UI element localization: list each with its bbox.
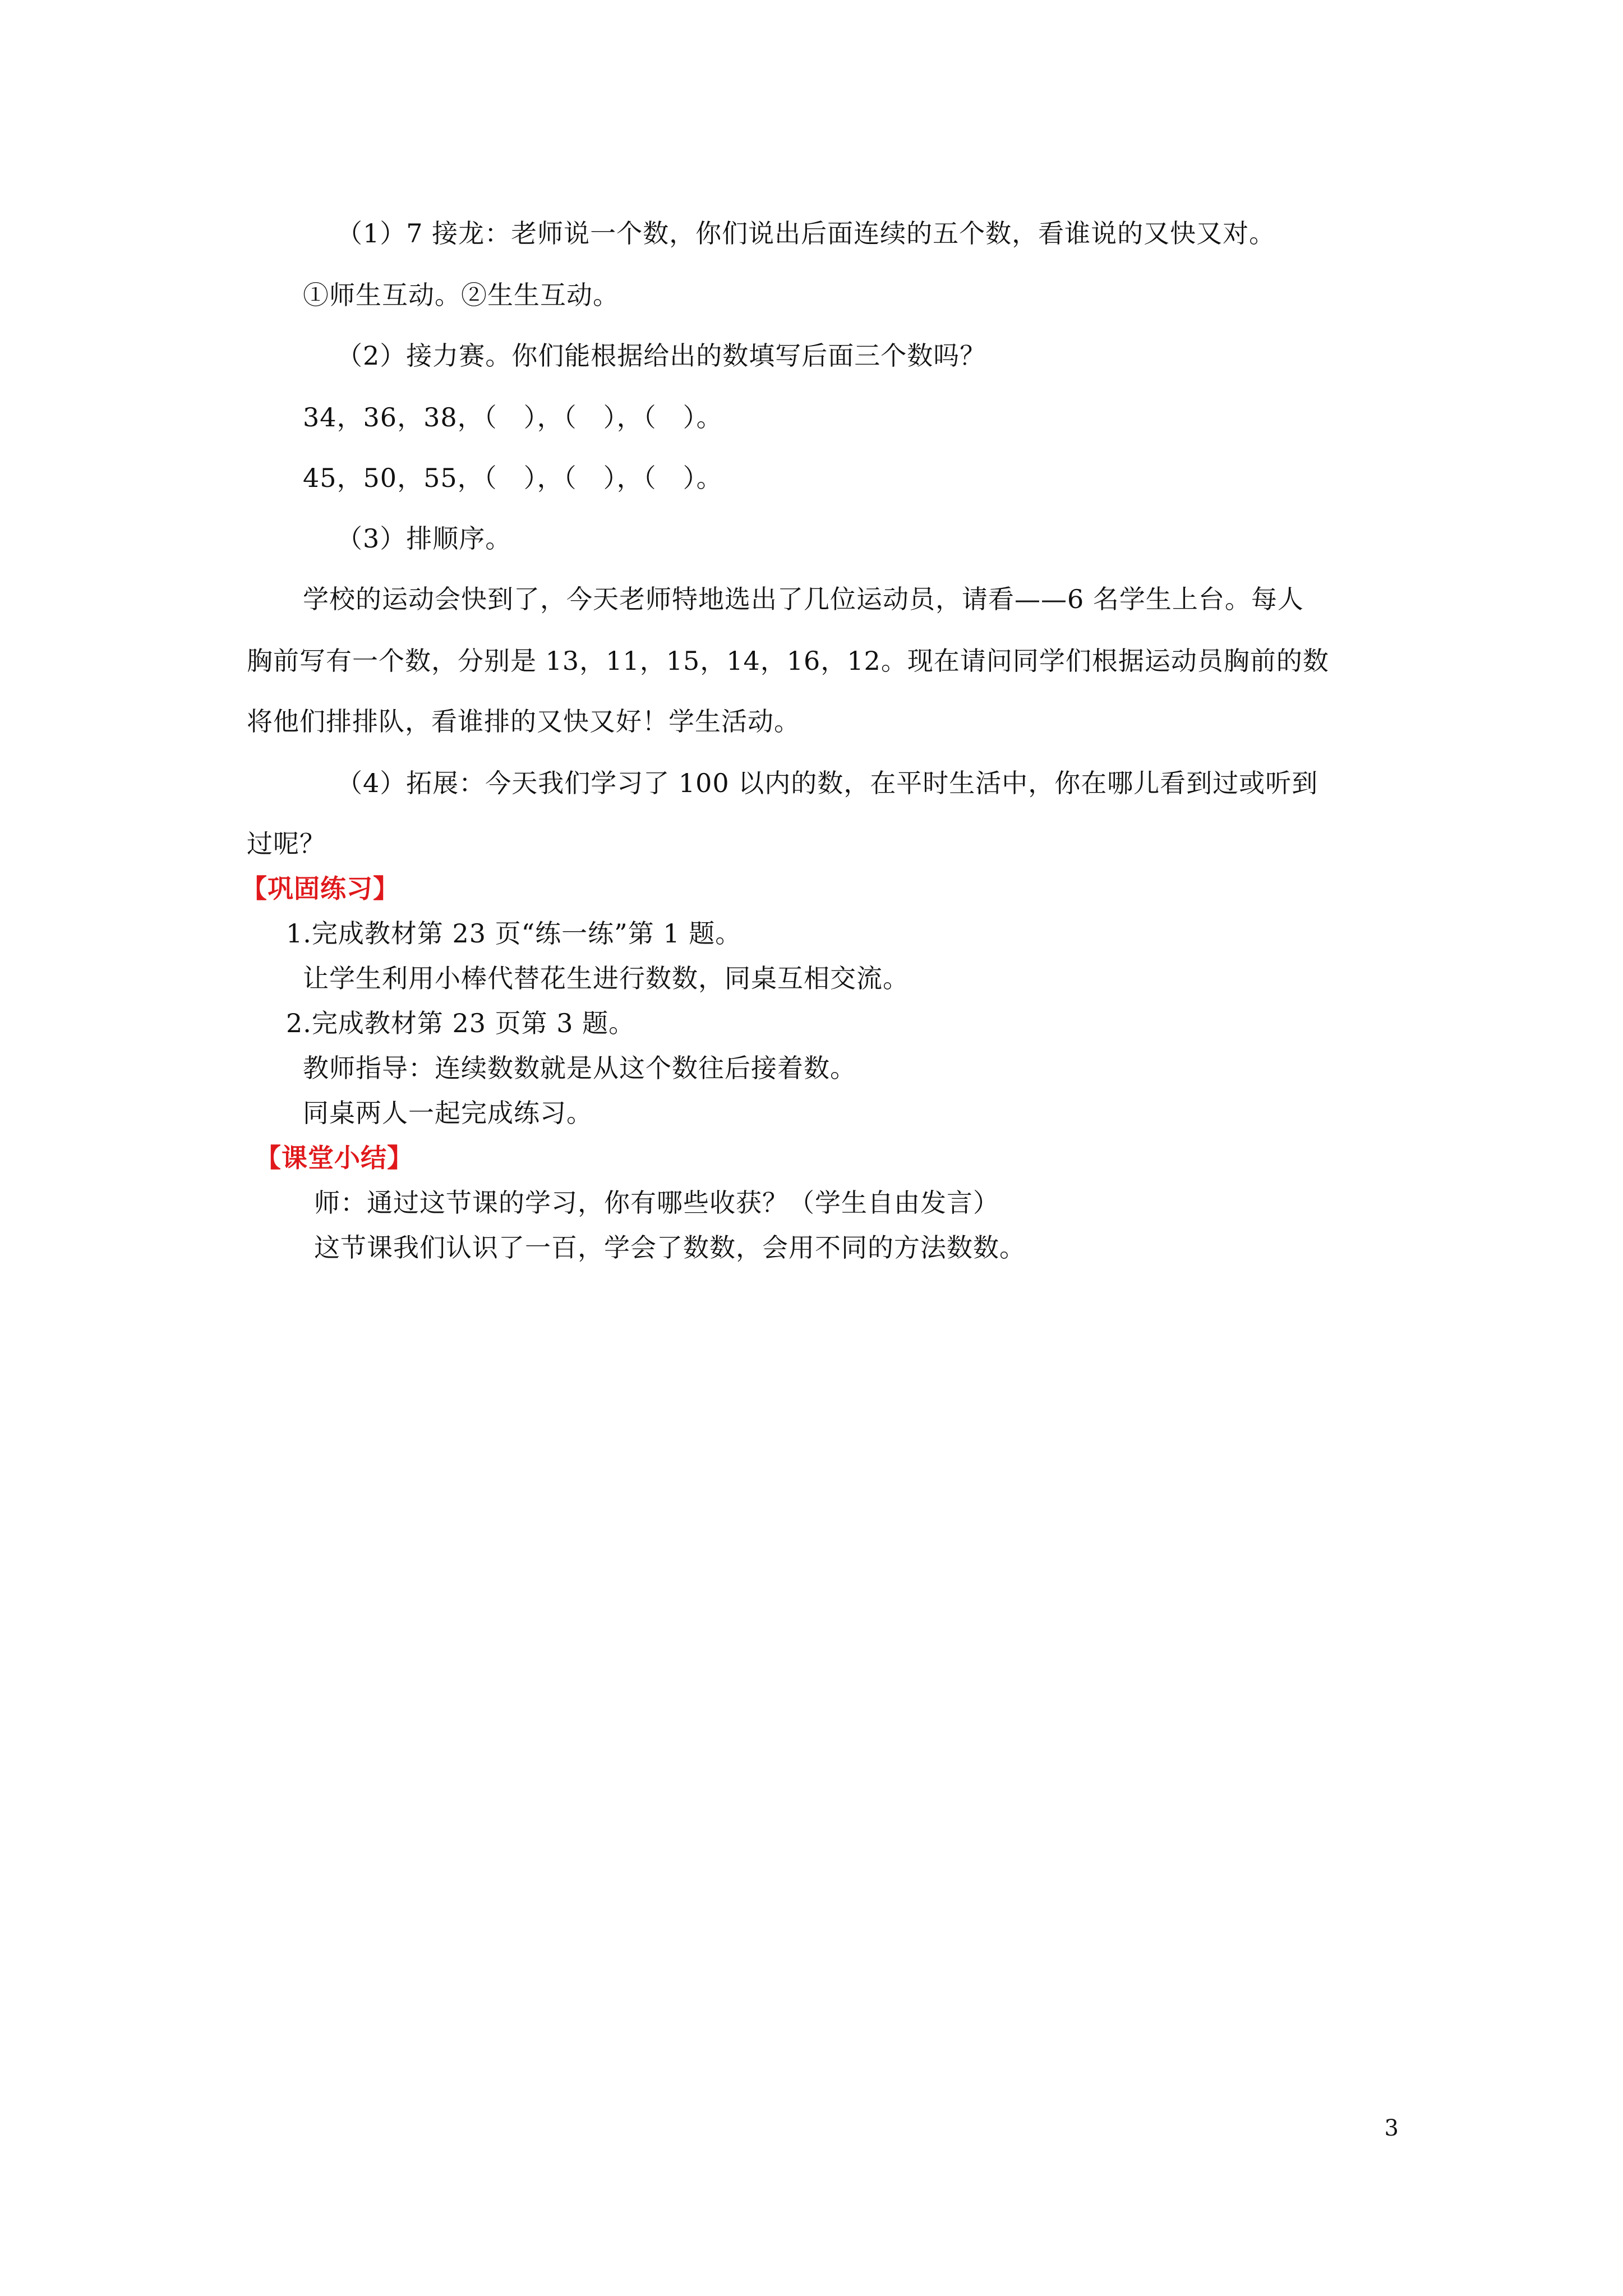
paragraph-extension-line-1: （4）拓展：今天我们学习了 100 以内的数，在平时生活中，你在哪儿看到过或听到 <box>336 768 1318 798</box>
sequence-line-2: 45，50，55，（ ），（ ），（ ）。 <box>303 463 723 493</box>
exercise-2: 2.完成教材第 23 页第 3 题。 <box>286 1008 635 1038</box>
exercise-1-detail: 让学生利用小棒代替花生进行数数，同桌互相交流。 <box>303 963 909 993</box>
paragraph-relay-game: （1）7 接龙：老师说一个数，你们说出后面连续的五个数，看谁说的又快又对。 <box>336 218 1276 249</box>
summary-question: 师：通过这节课的学习，你有哪些收获？（学生自由发言） <box>314 1188 999 1218</box>
heading-practice: 【巩固练习】 <box>241 873 399 904</box>
page-number: 3 <box>1384 2115 1399 2141</box>
paragraph-sports-line-3: 将他们排排队，看谁排的又快又好！学生活动。 <box>247 706 800 737</box>
paragraph-ordering: （3）排顺序。 <box>336 523 512 554</box>
sequence-line-1: 34，36，38，（ ），（ ），（ ）。 <box>303 402 723 432</box>
paragraph-sports-line-2: 胸前写有一个数，分别是 13，11，15，14，16，12。现在请问同学们根据运动员胸前的数 <box>247 646 1329 676</box>
exercise-1: 1.完成教材第 23 页“练一练”第 1 题。 <box>286 918 742 949</box>
exercise-2-guidance: 教师指导：连续数数就是从这个数往后接着数。 <box>303 1053 856 1083</box>
heading-summary: 【课堂小结】 <box>255 1143 413 1173</box>
paragraph-extension-line-2: 过呢？ <box>247 829 326 859</box>
paragraph-sports-line-1: 学校的运动会快到了，今天老师特地选出了几位运动员，请看——6 名学生上台。每人 <box>303 584 1304 614</box>
paragraph-interaction: ①师生互动。②生生互动。 <box>303 280 619 310</box>
exercise-2-pairwork: 同桌两人一起完成练习。 <box>303 1098 593 1128</box>
paragraph-relay-race: （2）接力赛。你们能根据给出的数填写后面三个数吗？ <box>336 341 986 371</box>
summary-conclusion: 这节课我们认识了一百，学会了数数，会用不同的方法数数。 <box>314 1232 1026 1263</box>
